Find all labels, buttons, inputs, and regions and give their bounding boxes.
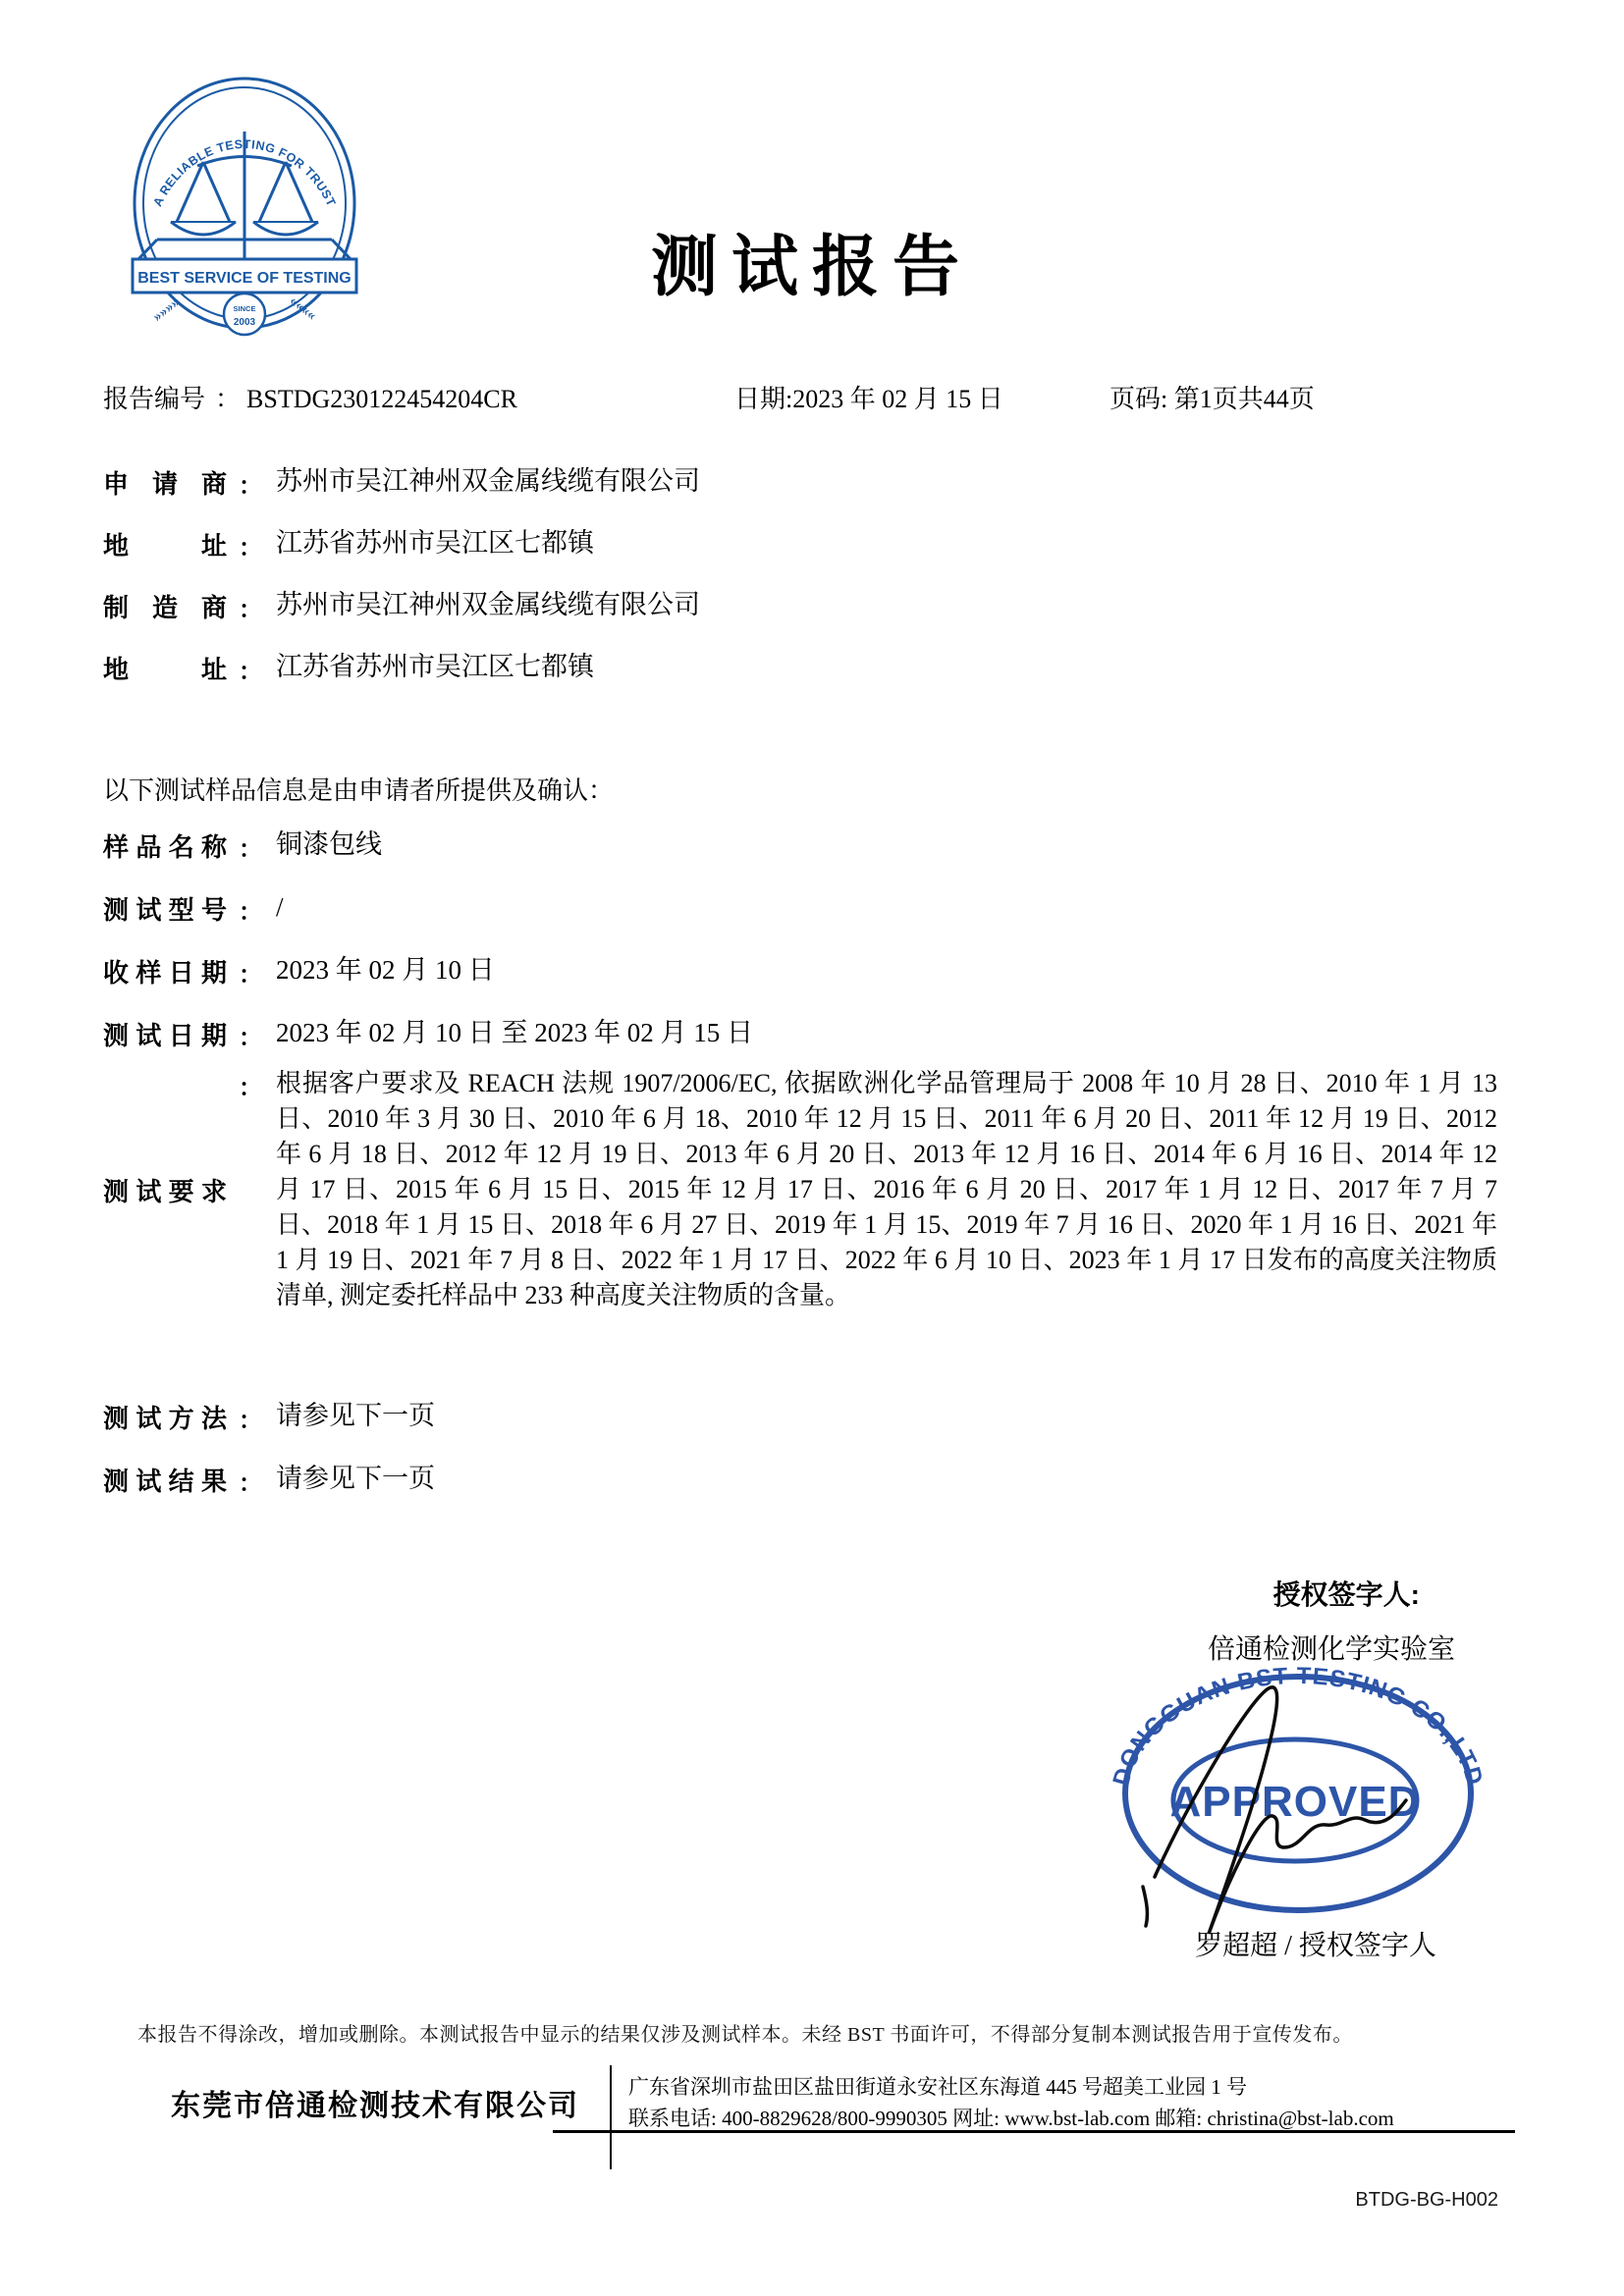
field-row-manufacturer-address: 地址 ： 江苏省苏州市吴江区七都镇 <box>103 652 594 685</box>
signer-name: 罗超超 / 授权签字人 <box>1195 1931 1436 1961</box>
field-row-applicant: 申请商 ： 苏州市吴江神州双金属线缆有限公司 <box>103 466 700 500</box>
field-label: 制造商 <box>103 593 227 622</box>
document-code: BTDG-BG-H002 <box>1355 2189 1498 2211</box>
field-value: 苏州市吴江神州双金属线缆有限公司 <box>276 590 700 619</box>
field-value: 2023 年 02 月 10 日 <box>276 955 495 985</box>
logo-since-year: 2003 <box>233 317 256 328</box>
stamp-center-text: APPROVED <box>1169 1778 1421 1826</box>
field-value: 江苏省苏州市吴江区七都镇 <box>276 652 594 681</box>
authorized-signer-title: 授权签字人: <box>1272 1579 1420 1610</box>
report-date-label: 日期: <box>734 385 793 413</box>
field-row-test-result: 测试结果 ： 请参见下一页 <box>103 1464 435 1497</box>
logo-banner-text: BEST SERVICE OF TESTING <box>137 270 352 287</box>
page-indicator <box>1110 379 1315 415</box>
page-value: 第1页共44页 <box>1173 385 1315 413</box>
field-label: 测试方法 <box>103 1404 227 1433</box>
field-value: 请参见下一页 <box>276 1401 435 1430</box>
report-date-value: 2023 年 02 月 15 日 <box>792 385 1003 413</box>
footer-company-name: 东莞市倍通检测技术有限公司 <box>171 2090 579 2122</box>
footer-rule <box>553 2130 1515 2133</box>
field-label: 测试型号 <box>103 895 227 925</box>
logo-laurel-right-icon: «««« <box>286 293 320 324</box>
disclaimer: 本报告不得涂改，增加或删除。本测试报告中显示的结果仅涉及测试样本。未经 BST 书面许可，不得部分复制本测试报告用于宣传发布。 <box>137 2024 1353 2046</box>
field-row-sample-name: 样品名称 ： 铜漆包线 <box>103 829 382 863</box>
field-label: 测试结果 <box>103 1467 227 1496</box>
field-row-model: 测试型号 ： / <box>103 892 284 926</box>
field-value: 江苏省苏州市吴江区七都镇 <box>276 528 594 558</box>
field-label: 测试日期 <box>103 1021 227 1050</box>
field-label: 地址 <box>103 655 227 684</box>
footer-address: 广东省深圳市盐田区盐田街道永安社区东海道 445 号超美工业园 1 号 <box>628 2075 1247 2099</box>
footer-divider <box>610 2065 612 2169</box>
footer-contact: 联系电话: 400-8829628/800-9990305 网址: www.bst-lab.com 邮箱: christina@bst-lab.com <box>628 2107 1394 2130</box>
page-label: 页码: <box>1110 385 1168 413</box>
field-row-test-requirement: 测试要求 ： 根据客户要求及 REACH 法规 1907/2006/EC, 依据欧洲化学品管理局于 2008 年 10 月 28 日、2010 年 1 月 13 日、2010 年 3 月 30 日、2010 年 6 月 18、2010 年 12 月 15 日、2011 年 6 月 20 日、2011 年 12 月 19 日、2012 年 6 月 18 日、2012 年 12 月 19 日、2013 年 6 月 20 日、2013 年 12 月 16 日、2014 年 6 月 16 日、2014 年 12 月 17 日、2015 年 6 月 15 日、2015 年 12 月 17 日、2016 年 6 月 20 日、2017 年 1 月 12 日、2017 年 7 月 7 日、2018 年 1 月 15 日、2018 年 6 月 27 日、2019 年 1 月 15、2019 年 7 月 16 日、2020 年 1 月 16 日、2021 年 1 月 19 日、2021 年 7 月 8 日、2022 年 1 月 17 日、2022 年 6 月 10 日、2023 年 1 月 17 日发布的高度关注物质清单, 测定委托样品中 233 种高度关注物质的含量。 <box>103 1066 1497 1313</box>
field-row-applicant-address: 地址 ： 江苏省苏州市吴江区七都镇 <box>103 528 594 561</box>
field-row-manufacturer: 制造商 ： 苏州市吴江神州双金属线缆有限公司 <box>103 590 700 623</box>
page-title: 测试报告 <box>650 230 973 304</box>
logo-arc-text: A RELIABLE TESTING FOR TRUST <box>150 136 339 209</box>
stamp-ring-text: DONGGUAN BST TESTING CO.,LTD <box>1108 1662 1489 1789</box>
sample-info-intro: 以下测试样品信息是由申请者所提供及确认： <box>103 776 615 805</box>
svg-text:DONGGUAN BST TESTING CO.,LTD <box>1108 1663 1488 1789</box>
field-label: 样品名称 <box>103 832 227 862</box>
field-label: 地址 <box>103 531 227 561</box>
field-label: 申请商 <box>103 469 227 499</box>
report-number: 报告编号 ： BSTDG230122454204CR <box>103 385 517 413</box>
field-label: 测试要求 <box>103 1176 227 1206</box>
test-requirement-text: 根据客户要求及 REACH 法规 1907/2006/EC, 依据欧洲化学品管理局于 2008 年 10 月 28 日、2010 年 1 月 13 日、2010 年 3 月 30 日、2010 年 6 月 18、2010 年 12 月 15 日、2011 年 6 月 20 日、2011 年 12 月 19 日、2012 年 6 月 18 日、2012 年 12 月 19 日、2013 年 6 月 20 日、2013 年 12 月 16 日、2014 年 6 月 16 日、2014 年 12 月 17 日、2015 年 6 月 15 日、2015 年 12 月 17 日、2016 年 6 月 20 日、2017 年 1 月 12 日、2017 年 7 月 7 日、2018 年 1 月 15 日、2018 年 6 月 27 日、2019 年 1 月 15、2019 年 7 月 16 日、2020 年 1 月 16 日、2021 年 1 月 19 日、2021 年 7 月 8 日、2022 年 1 月 17 日、2022 年 6 月 10 日、2023 年 1 月 17 日发布的高度关注物质清单, 测定委托样品中 233 种高度关注物质的含量。 <box>276 1069 1497 1309</box>
logo-laurel-left-icon: »»»» <box>149 294 184 326</box>
report-date <box>734 379 1003 415</box>
field-value: 2023 年 02 月 10 日 至 2023 年 02 月 15 日 <box>276 1018 753 1047</box>
field-label: 收样日期 <box>103 958 227 988</box>
report-number-label: 报告编号 <box>103 385 206 413</box>
field-value: 铜漆包线 <box>276 829 382 859</box>
field-row-test-date: 测试日期 ： 2023 年 02 月 10 日 至 2023 年 02 月 15 日 <box>103 1018 753 1051</box>
field-value: 苏州市吴江神州双金属线缆有限公司 <box>276 466 700 496</box>
field-row-test-method: 测试方法 ： 请参见下一页 <box>103 1401 435 1434</box>
lab-name: 倍通检测化学实验室 <box>1207 1634 1455 1665</box>
field-row-received-date: 收样日期 ： 2023 年 02 月 10 日 <box>103 955 495 988</box>
field-value: 请参见下一页 <box>276 1464 435 1493</box>
logo-since-label: SINCE <box>233 304 256 313</box>
field-value: / <box>276 892 284 922</box>
report-number-value: BSTDG230122454204CR <box>246 385 517 413</box>
